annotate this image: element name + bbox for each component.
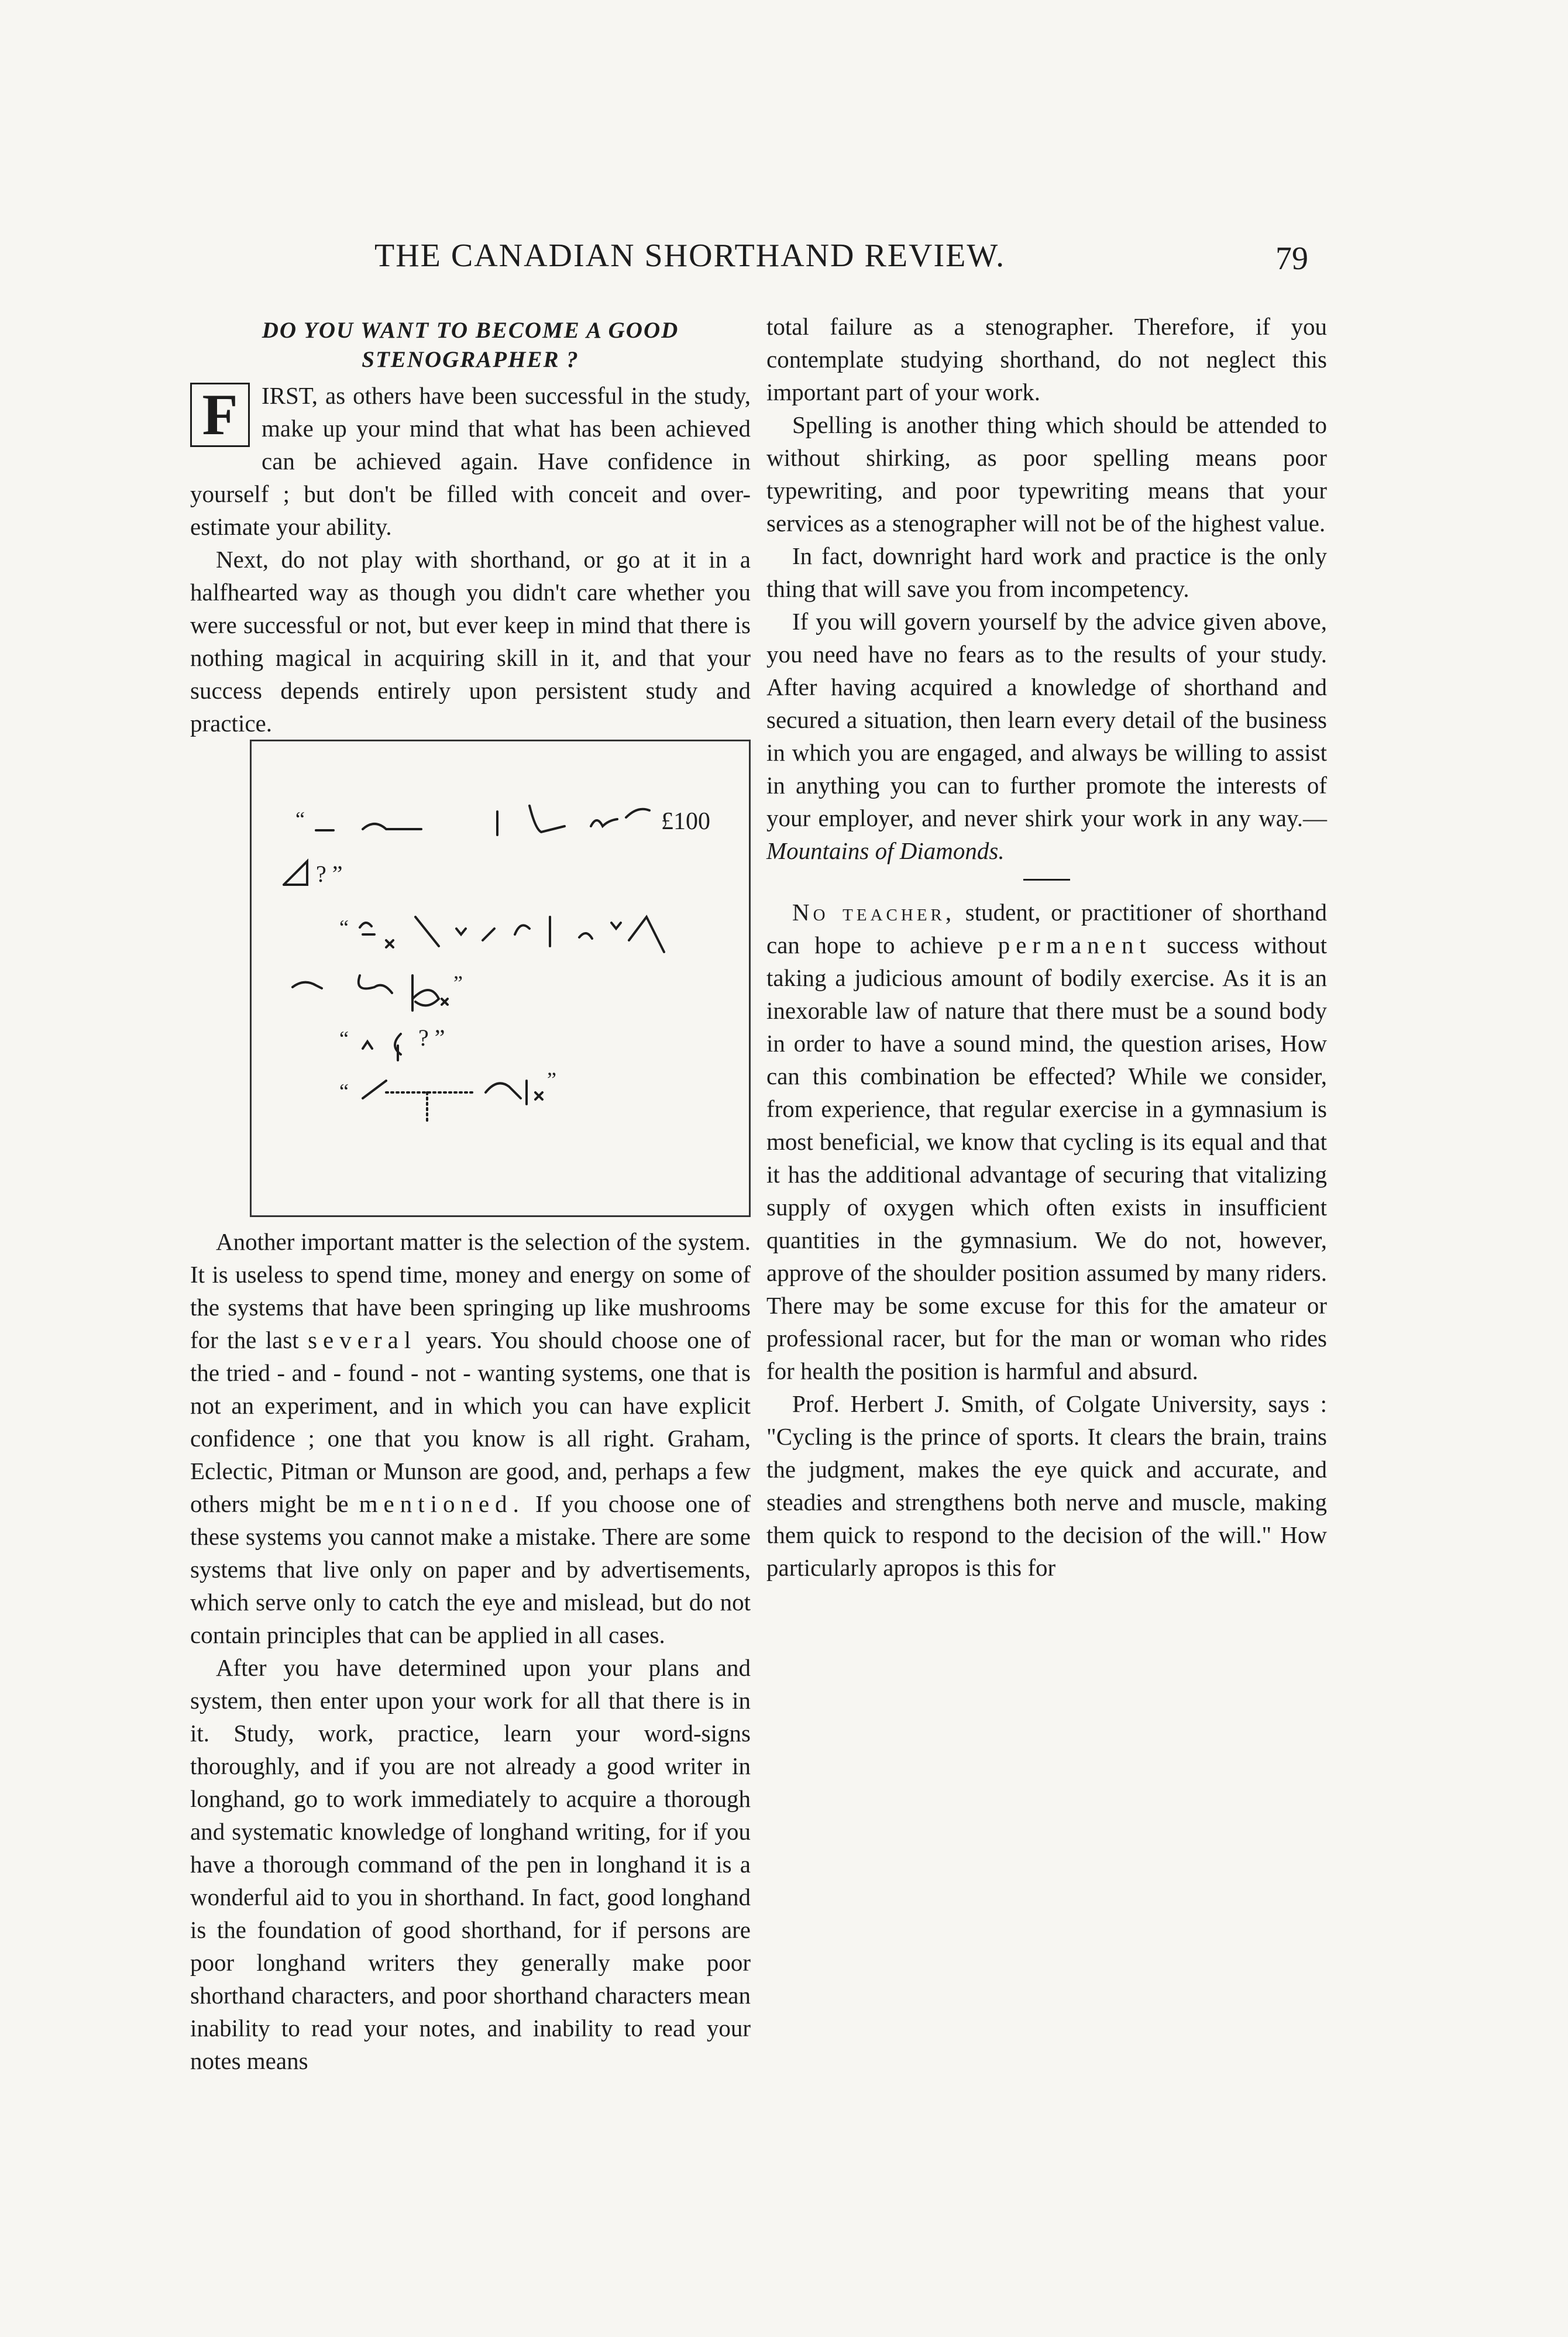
paragraph-6: Spelling is another thing which should be attended to without shirking, as poor spelling means poor typewriting, and poor typewriting means that your services as a stenographer will not be of the highest value. [766, 411, 1327, 537]
left-column [190, 310, 751, 2077]
amount-label: £100 [661, 808, 710, 835]
article-2-spaced-word: permanent [998, 932, 1152, 958]
article-2-lead: No teacher, [792, 899, 955, 926]
svg-text:”: ” [453, 971, 463, 995]
article-title [190, 316, 751, 374]
svg-text:? ”: ? ” [316, 861, 343, 887]
paragraph-1-text: IRST, as others have been successful in the study, make up your mind that what has been achieved can be achieved again. Have confidence in yourself ; but don't be filled with conceit and over-estimate your ability. [190, 382, 751, 540]
paragraph-5: total failure as a stenographer. Therefore, if you contemplate studying shorthand, do not neglect this important part of your work. [766, 313, 1327, 405]
section-divider [1023, 879, 1070, 881]
paragraph-7: In fact, downright hard work and practice is the only thing that will save you from incompetency. [766, 542, 1327, 602]
svg-text:? ”: ? ” [418, 1025, 445, 1051]
page-number: 79 [1275, 240, 1308, 277]
paragraph-2: Next, do not play with shorthand, or go at it in a halfhearted way as though you didn't care whether you were successful or not, but ever keep in mind that there is nothing magical in acquiring skill in it, and that your success depends entirely upon persistent study and practice. [190, 546, 751, 737]
paragraph-3 [190, 740, 751, 1651]
svg-text:“: “ [339, 1080, 349, 1103]
paragraph-8 [766, 605, 1327, 867]
running-title: THE CANADIAN SHORTHAND REVIEW. [374, 238, 1006, 274]
article-title-line-2: STENOGRAPHER ? [362, 347, 579, 372]
article-2-paragraph-1-text-b: success without taking a judicious amount of bodily exercise. As it is an inexorable law of nature that there must be a sound body in order to have a sound mind, the question arises, How can this combination be effected? While we consider, from experience, that regular exercise in a gymnasium is most beneficial, we know that cycling is its equal and that it has the additional advantage of securing that vitalizing supply of oxygen which often exists in insufficient quantities in the gymnasium. We do not, however, approve of the shoulder position assumed by many riders. There may be some excuse for this for the amateur or professional racer, but for the man or woman who rides for health the position is harmful and absurd. [766, 932, 1328, 1384]
right-column [766, 310, 1327, 1584]
article-title-line-1: DO YOU WANT TO BECOME A GOOD [262, 318, 679, 343]
article-2-paragraph-2: Prof. Herbert J. Smith, of Colgate University, says : "Cycling is the prince of sports. It clears the brain, trains the judgment, makes the eye quick and accurate, and steadies and strengthens both nerve and muscle, making them quick to respond to the decision of the will." How particularly apropos is this for [766, 1390, 1327, 1581]
paragraph-8-text: If you will govern yourself by the advice given above, you need have no fears as to the results of your study. After having acquired a knowledge of shorthand and secured a situation, then learn every detail of the business in which you are engaged, and always be willing to assist in anything you can to further promote the interests of your employer, and never shirk your work in any way.— [766, 608, 1327, 831]
svg-text:“: “ [295, 807, 305, 831]
drop-cap: F [190, 383, 250, 447]
paragraph-3-spaced-word: several [308, 1326, 417, 1353]
paragraph-3-text-c: If you choose one of these systems you cannot make a mistake. There are some systems that live only on paper and by advertisements, which serve only to catch the eye and mislead, but do not contain principles that can be applied in all cases. [190, 1490, 751, 1648]
paragraph-8-source: Mountains of Diamonds. [766, 837, 1005, 864]
svg-text:“: “ [339, 1027, 349, 1050]
paragraph-3-spaced-word-2: mentioned. [359, 1490, 525, 1517]
svg-text:”: ” [547, 1068, 556, 1091]
paragraph-4: After you have determined upon your plans and system, then enter upon your work for all that there is in it. Study, work, practice, learn your word-signs thoroughly, and if you are not already a good writer in longhand, go to work immediately to acquire a thorough and systematic knowledge of longhand writing, for if you have a thorough command of the pen in longhand it is a wonderful aid to you in shorthand. In fact, good longhand is the foundation of good shorthand, for if persons are poor longhand writers they generally make poor shorthand characters, and poor shorthand characters mean inability to read your notes, and inability to read your notes means [190, 1654, 751, 2074]
shorthand-figure-drawing [252, 741, 749, 1215]
article-2-paragraph-1 [766, 896, 1327, 1387]
shorthand-figure [250, 740, 751, 1217]
article-2-paragraph-1-text-a: student, or practitioner of shorthand can hope to achieve [766, 899, 1327, 958]
paragraph-3-text-b: years. You should choose one of the tried - and - found - not - wanting systems, one that is not an experiment, and in which you can have explicit confidence ; one that you know is all right. Graham, Eclectic, Pitman or Munson are good, and, perhaps a few others might be [190, 1326, 751, 1517]
paragraph-3-text-a: Another important matter is the selection of the system. It is useless to spend time, money and energy on some of the systems that have been springing up like mushrooms for the last [190, 1228, 751, 1353]
paragraph-1 [190, 379, 751, 543]
svg-text:“: “ [339, 916, 349, 939]
